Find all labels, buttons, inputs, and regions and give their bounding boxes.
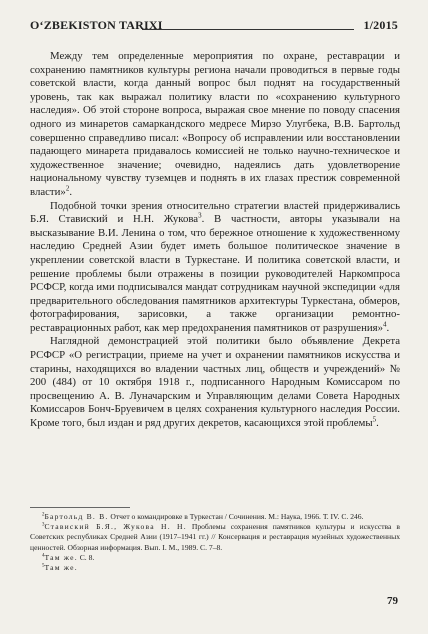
footnote: $^4$Там же. С. 8. xyxy=(42,552,95,562)
issue-number: 1/2015 xyxy=(363,18,398,32)
paragraph: Наглядной демонстрацией этой политики было объявление Декрета РСФСР «О регистрации, приеме на учет и охранении памятников искусства и старины, находящихся во владении частных лиц, обществ и учреждений» № 200 (484) от 10 октября 1918 г., подписанного Народным Комиссаром по просвещению А. В. Луначарским и Управляющим делами Совета Народных Комиссаров Бонч-Бруевичем в целях сохранения культурного наследия России. Кроме того, был издан и ряд других декретов, касающихся этой проблемы$^5$. xyxy=(30,335,400,430)
paragraph: Между тем определенные мероприятия по охране, реставрации и сохранению памятников культуры региона начали проводиться в первые годы советской власти, когда данный вопрос был поднят на государственный уровень, так как выражал политику власти по «сохранению культурного наследия». Об этой стороне вопроса, выражая свое мнение по поводу спасения одного из минаретов самаркандского медресе Мирзо Улугбека, В.В. Бартольд совершенно справедливо писал: «Вопросу об исправлении или восстановлении падающего минарета придавалось комиссией не только научно-техническое и художественное значение; очевидно, надеялись дать удовлетворение национальному чувству туземцев и поднять в их глазах престиж современной власти»$^2$. xyxy=(30,50,400,198)
footnote-ref[interactable]: 4 xyxy=(383,320,387,329)
footnote-ref[interactable]: 2 xyxy=(65,184,70,193)
footnote: $^2$Бартольд В. В. Отчет о командировке в Туркестан / Сочинения. М.: Наука, 1966. Т. IV. С. 246. xyxy=(42,512,364,521)
footnote-divider xyxy=(30,507,130,508)
header-rule xyxy=(142,29,354,30)
footnote: $^3$Ставиский Б.Я., Жукова Н. Н. Проблемы сохранения памятников культуры и искусства в Советских республиках Средней Азии (1917–1941 гг.) // Консервация и реставрация музейных художественных ценностей. Обзорная информация. Вып. I. М., 1989. С. 7–8. xyxy=(30,522,400,552)
journal-title: O‘ZBEKISTON TARIXI xyxy=(30,18,163,32)
footnote-ref[interactable]: 3 xyxy=(198,211,202,220)
paragraph: Подобной точки зрения относительно стратегии властей придерживались Б.Я. Ставиский и Н.Н. Жукова$^3$. В частности, авторы указывали на высказывание В.И. Ленина о том, что бережное отношение к художественному наследию Средней Азии будет иметь большое политическое значение в укреплении советской власти в Туркестане. И политика советской власти, и решение проблемы были отражены в позиции руководителей Наркомпроса РСФСР, когда ими подписывался мандат сотрудникам научной экспедиции «для предварительного обследования памятников архитектуры Туркестана, обмеров, фотографирования, зарисовки, а также организации ремонтно-реставрационных работ, как мер предохранения памятников от разрушения»$^4$. xyxy=(30,199,400,334)
footnote: $^5$Там же. xyxy=(42,563,78,573)
footnotes xyxy=(30,512,400,573)
footnote-ref[interactable]: 5 xyxy=(372,415,377,424)
running-head xyxy=(30,18,398,34)
page-number: 79 xyxy=(387,595,398,607)
article-body xyxy=(30,50,400,431)
